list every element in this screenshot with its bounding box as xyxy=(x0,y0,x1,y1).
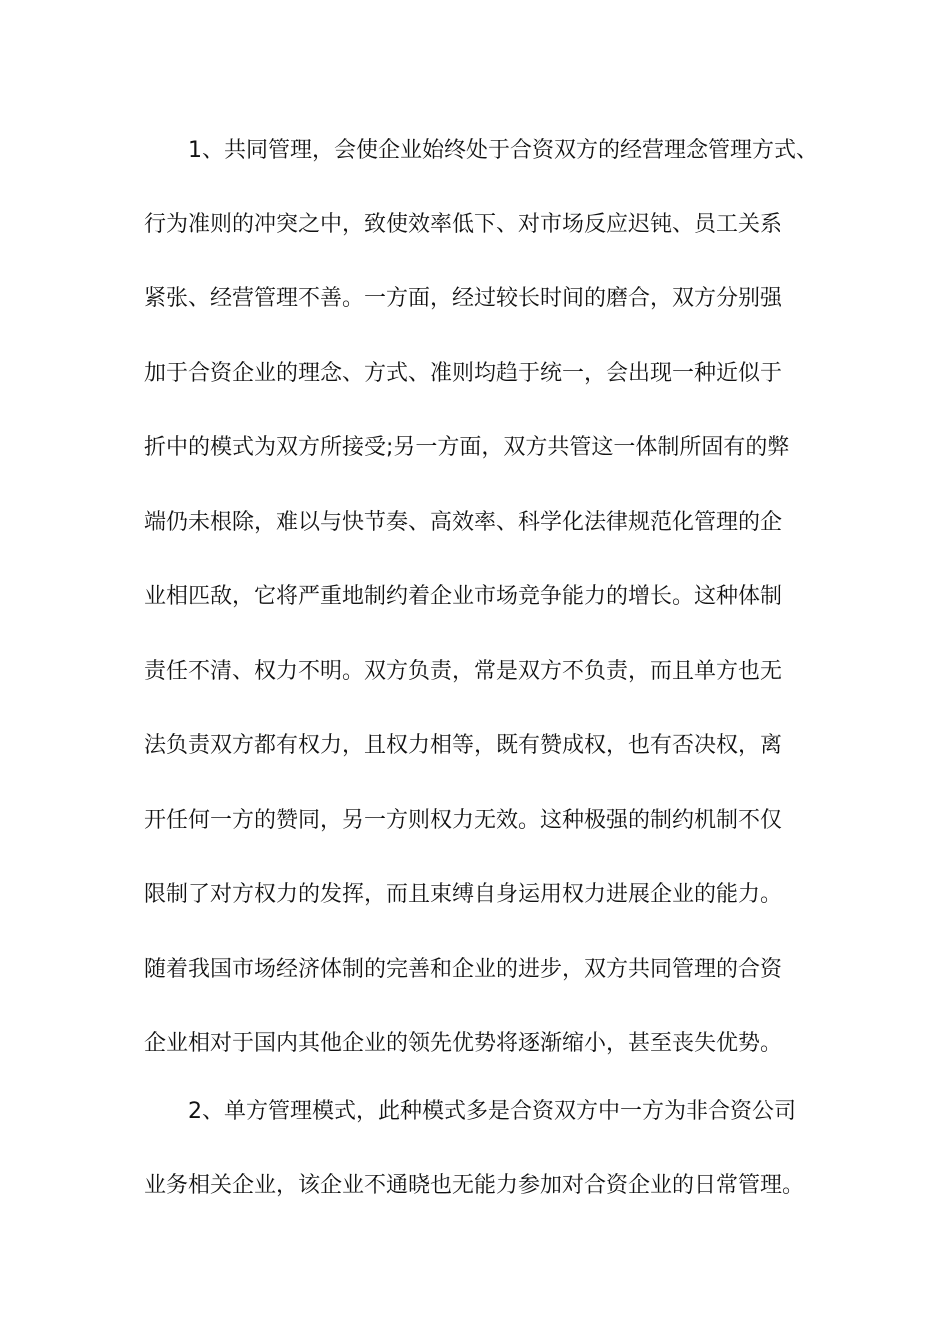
paragraph-2-line-1: 2、单方管理模式，此种模式多是合资双方中一方为非合资公司 xyxy=(188,1099,796,1124)
paragraph-1-line-6: 端仍未根除，难以与快节奏、高效率、科学化法律规范化管理的企 xyxy=(144,510,783,535)
paragraph-1-line-12: 随着我国市场经济体制的完善和企业的进步，双方共同管理的合资 xyxy=(144,957,783,982)
paragraph-1-line-9: 法负责双方都有权力，且权力相等，既有赞成权，也有否决权，离 xyxy=(144,733,783,758)
paragraph-1-line-8: 责任不清、权力不明。双方负责，常是双方不负责，而且单方也无 xyxy=(144,659,783,684)
paragraph-1-line-1: 1、共同管理，会使企业始终处于合资双方的经营理念管理方式、 xyxy=(188,138,818,163)
paragraph-1-line-4: 加于合资企业的理念、方式、准则均趋于统一，会出现一种近似于 xyxy=(144,361,783,386)
paragraph-1-line-10: 开任何一方的赞同，另一方则权力无效。这种极强的制约机制不仅 xyxy=(144,808,783,833)
paragraph-1-line-3: 紧张、经营管理不善。一方面，经过较长时间的磨合，双方分别强 xyxy=(144,286,783,311)
paragraph-1-line-5: 折中的模式为双方所接受;另一方面，双方共管这一体制所固有的弊 xyxy=(144,435,790,460)
paragraph-1-line-13: 企业相对于国内其他企业的领先优势将逐渐缩小，甚至丧失优势。 xyxy=(144,1031,783,1056)
paragraph-1-line-2: 行为准则的冲突之中，致使效率低下、对市场反应迟钝、员工关系 xyxy=(144,212,783,237)
paragraph-1-line-7: 业相匹敌，它将严重地制约着企业市场竞争能力的增长。这种体制 xyxy=(144,584,783,609)
paragraph-1-line-11: 限制了对方权力的发挥，而且束缚自身运用权力进展企业的能力。 xyxy=(144,882,783,907)
paragraph-2-line-2: 业务相关企业，该企业不通晓也无能力参加对合资企业的日常管理。 xyxy=(144,1173,805,1198)
